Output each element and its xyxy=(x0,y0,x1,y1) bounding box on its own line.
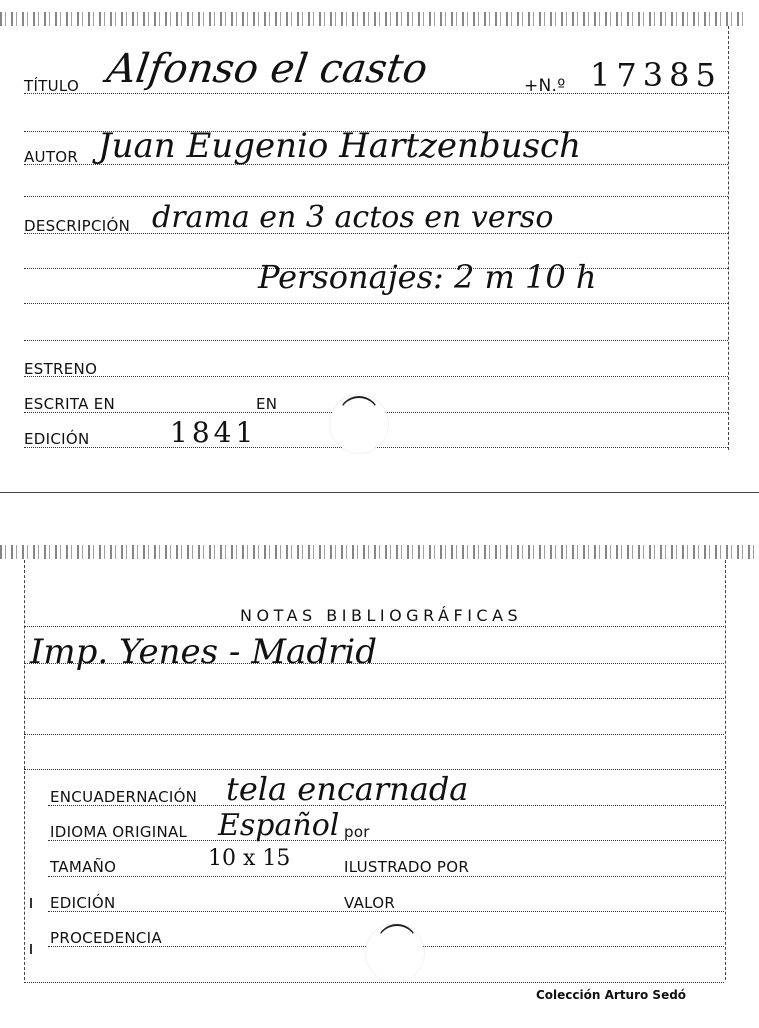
card-separator xyxy=(0,492,759,493)
collection-footer: Colección Arturo Sedó xyxy=(536,988,687,1002)
personajes-value: Personajes: 2 m 10 h xyxy=(258,258,597,296)
edicion-label: EDICIÓN xyxy=(24,430,90,448)
rule-line xyxy=(24,698,724,699)
encuadernacion-label: ENCUADERNACIÓN xyxy=(50,788,198,806)
autor-value: Juan Eugenio Hartzenbusch xyxy=(98,126,581,166)
scan-edge-bottom-card xyxy=(0,545,759,559)
edicion-value: 1841 xyxy=(170,416,258,449)
por-label: por xyxy=(344,823,370,841)
descripcion-label: DESCRIPCIÓN xyxy=(24,217,131,235)
rule-line xyxy=(24,982,724,983)
rule-line xyxy=(24,663,724,664)
punch-hole-arc xyxy=(338,396,380,439)
titulo-value: Alfonso el casto xyxy=(104,46,431,92)
escrita-en-label: ESCRITA EN xyxy=(24,395,116,413)
rule-line xyxy=(48,876,724,877)
numero-label: +N.º xyxy=(524,76,566,96)
encuadernacion-value: tela encarnada xyxy=(226,770,469,808)
punch-hole-arc xyxy=(376,924,418,967)
en-label: EN xyxy=(256,395,278,413)
descripcion-value: drama en 3 actos en verso xyxy=(152,200,554,235)
numero-value: 17385 xyxy=(590,56,722,94)
rule-line xyxy=(24,340,728,341)
rule-line xyxy=(24,196,728,197)
autor-label: AUTOR xyxy=(24,148,79,166)
margin-tick xyxy=(30,898,32,908)
rule-line xyxy=(24,376,728,377)
notes-value: Imp. Yenes - Madrid xyxy=(30,632,377,672)
procedencia-label: PROCEDENCIA xyxy=(50,929,162,947)
estreno-label: ESTRENO xyxy=(24,360,98,378)
titulo-label: TÍTULO xyxy=(24,77,80,95)
notas-heading: NOTAS BIBLIOGRÁFICAS xyxy=(240,606,523,625)
scan-edge-top xyxy=(0,12,748,26)
edicion-back-label: EDICIÓN xyxy=(50,894,116,912)
ilustrado-label: ILUSTRADO POR xyxy=(344,858,470,876)
rule-line xyxy=(24,303,728,304)
valor-label: VALOR xyxy=(344,894,396,912)
tamano-label: TAMAÑO xyxy=(50,858,117,876)
idioma-value: Español xyxy=(218,808,340,843)
tamano-value: 10 x 15 xyxy=(208,846,291,871)
idioma-label: IDIOMA ORIGINAL xyxy=(50,823,188,841)
margin-tick xyxy=(30,944,32,954)
rule-line xyxy=(24,626,724,627)
rule-line xyxy=(24,734,724,735)
